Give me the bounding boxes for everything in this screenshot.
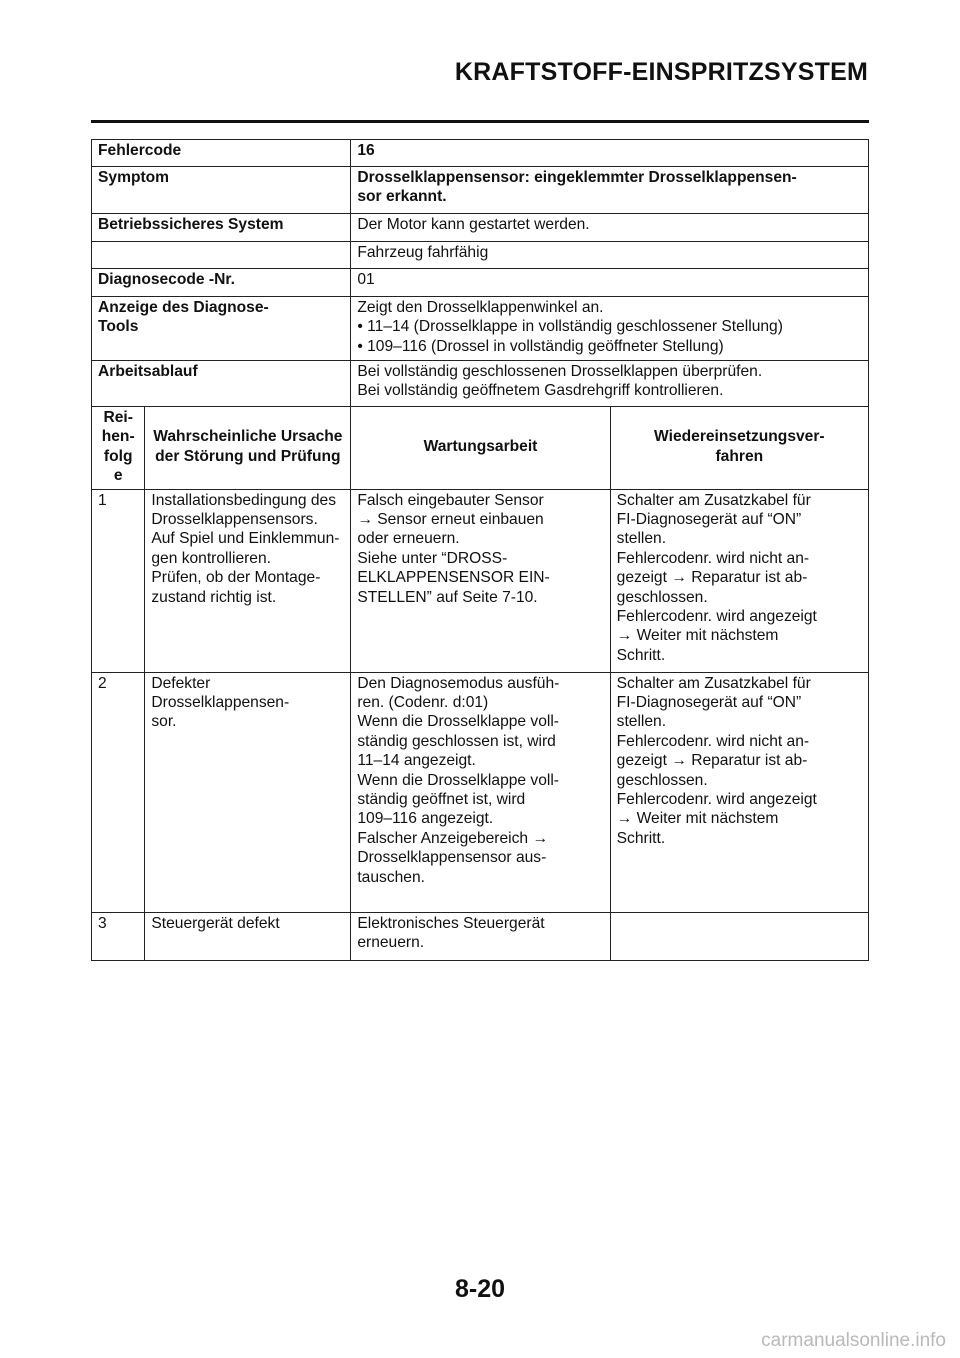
cell-line: Drosselklappensensor: eingeklemmter Drosselklappensen- [357,169,797,186]
step-action [351,489,610,672]
step-row [92,672,869,912]
cell-line: Fehlercodenr. wird angezeigt [616,608,817,626]
cell-line: Zeigt den Drosselklappenwinkel an. [357,299,604,316]
cell-line: 11–14 angezeigt. [357,752,476,770]
cell-text: 1 [98,491,107,509]
fault-code-table [91,139,869,961]
step-restore [610,912,868,960]
info-row [92,297,869,361]
cell-line: sor erkannt. [357,188,447,206]
info-label [92,214,351,242]
cell-line: gezeigt → Reparatur ist ab- [616,752,808,770]
cell-line: e [113,467,123,485]
info-value [351,167,869,214]
cell-line: gen kontrollieren. [151,549,271,567]
cell-line: → Weiter mit nächstem [616,627,779,645]
info-row [92,361,869,407]
cell-line: Bei vollständig geöffnetem Gasdrehgriff kontrollieren. [357,382,724,400]
cell-line: oder erneuern. [357,530,460,548]
info-row [92,242,869,269]
cell-line: Drosselklappensensors. [151,511,318,529]
step-number [92,912,145,960]
cell-line: Wahrscheinliche Ursache [153,428,343,446]
info-row [92,214,869,242]
cell-line: Falscher Anzeigebereich → [357,829,549,847]
info-label [92,167,351,214]
cell-text: Betriebssicheres System [98,216,284,233]
step-cause [145,912,351,960]
column-header [351,407,610,490]
cell-line: Schritt. [616,646,666,664]
cell-text: Diagnosecode -Nr. [98,271,235,288]
cell-line: Siehe unter “DROSS- [357,549,508,567]
cell-line: Schalter am Zusatzkabel für [616,491,811,509]
info-value [351,297,869,361]
cell-line: gezeigt → Reparatur ist ab- [616,569,808,587]
column-header [145,407,351,490]
cell-line: zustand richtig ist. [151,588,277,606]
info-label [92,140,351,167]
info-value [351,361,869,407]
step-action [351,672,610,912]
cell-line: • 11–14 (Drosselklappe in vollständig geschlossener Stellung) [357,318,783,336]
cell-text: Fehlercode [98,142,182,159]
cell-line: ständig geöffnet ist, wird [357,791,526,809]
cell-line: Den Diagnosemodus ausfüh- [357,674,560,692]
cell-line: geschlossen. [616,771,708,789]
info-value [351,140,869,167]
cell-line: tauschen. [357,868,425,886]
info-value [351,242,869,269]
info-row [92,269,869,297]
cell-line: Prüfen, ob der Montage- [151,569,321,587]
cell-line: Elektronisches Steuergerät [357,914,545,932]
cell-line: folg [103,447,133,465]
cell-text: Symptom [98,169,170,186]
info-value [351,269,869,297]
watermark: carmanualsonline.info [761,1330,946,1351]
cell-line: Bei vollständig geschlossenen Drosselklappen überprüfen. [357,363,763,380]
column-header [92,407,145,490]
cell-text: 2 [98,674,107,692]
cell-line: sor. [151,713,177,731]
info-label [92,361,351,407]
cell-line: Falsch eingebauter Sensor [357,491,544,509]
info-row [92,140,869,167]
cell-line: Auf Spiel und Einklemmun- [151,530,340,548]
step-cause [145,672,351,912]
cell-text: Der Motor kann gestartet werden. [357,216,590,233]
step-row [92,912,869,960]
cell-line: → Weiter mit nächstem [616,810,779,828]
cell-line: hen- [101,428,135,446]
page-number: 8-20 [454,1275,506,1303]
cell-line: Steuergerät defekt [151,914,280,932]
cell-line: Wartungsarbeit [423,438,538,456]
cell-line: stellen. [616,530,667,548]
cell-text: 16 [357,142,375,159]
cell-line: Anzeige des Diagnose- [98,299,269,316]
steps-header-row [92,407,869,490]
info-row [92,167,869,214]
cell-line: erneuern. [357,934,425,952]
cell-line: Wiedereinsetzungsver- [654,428,825,446]
cell-line: Schalter am Zusatzkabel für [616,674,811,692]
header-rule [91,120,869,123]
cell-line: FI-Diagnosegerät auf “ON” [616,511,802,529]
cell-line: Defekter Drosselklappensen- [151,674,290,712]
step-action [351,912,610,960]
cell-line: Fehlercodenr. wird angezeigt [616,791,817,809]
info-label [92,269,351,297]
step-number [92,489,145,672]
cell-line: stellen. [616,713,667,731]
step-cause [145,489,351,672]
cell-line: Fehlercodenr. wird nicht an- [616,732,810,750]
cell-line: STELLEN” auf Seite 7-10. [357,588,538,606]
cell-line: ren. (Codenr. d:01) [357,694,489,712]
info-value [351,214,869,242]
info-label [92,242,351,269]
cell-line: 109–116 angezeigt. [357,810,494,828]
cell-line: Drosselklappensensor aus- [357,849,547,867]
step-restore [610,672,868,912]
cell-line: geschlossen. [616,588,708,606]
cell-line: → Sensor erneut einbauen [357,511,544,529]
cell-text: Arbeitsablauf [98,363,198,380]
page-title: KRAFTSTOFF-EINSPRITZSYSTEM [454,58,868,86]
info-label [92,297,351,361]
cell-line: fahren [715,447,764,465]
cell-line: Installationsbedingung des [151,491,337,509]
cell-text: Fahrzeug fahrfähig [357,244,489,261]
step-number [92,672,145,912]
cell-text: 01 [357,271,375,288]
cell-text: 3 [98,914,107,932]
cell-line: ständig geschlossen ist, wird [357,732,556,750]
cell-line: Tools [98,318,139,336]
column-header [610,407,868,490]
cell-line: Wenn die Drosselklappe voll- [357,713,560,731]
step-restore [610,489,868,672]
cell-line: FI-Diagnosegerät auf “ON” [616,694,802,712]
cell-line: der Störung und Prüfung [155,447,341,465]
cell-line: Fehlercodenr. wird nicht an- [616,549,810,567]
cell-line: Wenn die Drosselklappe voll- [357,771,560,789]
cell-line: Rei- [103,409,133,426]
cell-line: ELKLAPPENSENSOR EIN- [357,569,550,587]
cell-line: Schritt. [616,829,666,847]
cell-line: • 109–116 (Drossel in vollständig geöffneter Stellung) [357,337,724,355]
step-row [92,489,869,672]
